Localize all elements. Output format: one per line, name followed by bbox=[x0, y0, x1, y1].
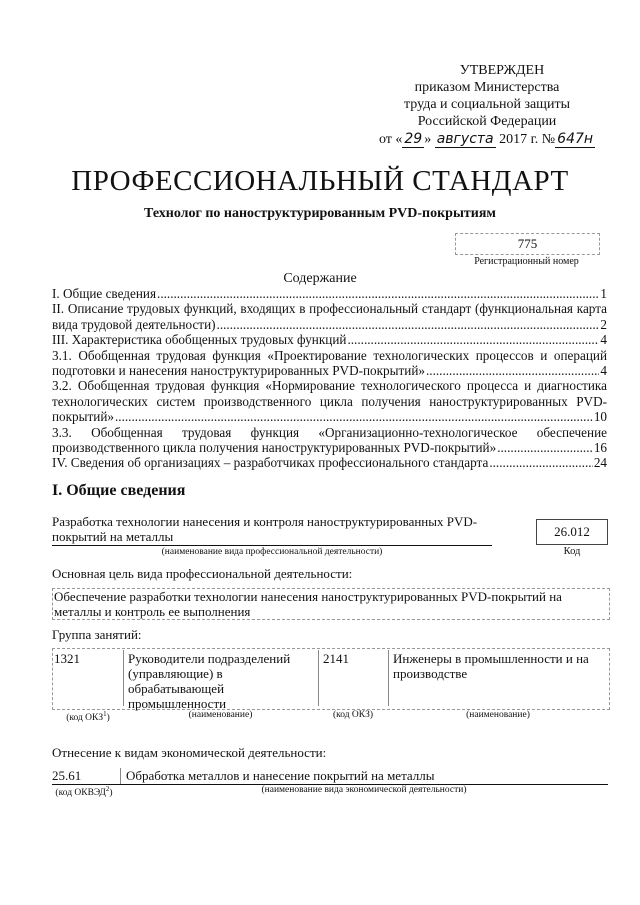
order-number: 647н bbox=[557, 131, 594, 147]
toc-page: 16 bbox=[593, 440, 607, 456]
toc-item[interactable]: 3.1. Обобщенная трудовая функция «Проектирование технологических процессов и операций подготовки и нанесения наноструктурированных PVD-покрытий» ..... 4 bbox=[52, 348, 607, 379]
toc-item[interactable]: III. Характеристика обобщенных трудовых функций ..... 4 bbox=[52, 332, 607, 347]
okved-code: 25.61 bbox=[52, 768, 82, 783]
okz-code-caption: (код ОКЗ) bbox=[332, 710, 374, 720]
toc-item[interactable]: II. Описание трудовых функций, входящих в профессиональный стандарт (функциональная карта вида трудовой деятельности) ..... 2 bbox=[52, 301, 607, 332]
registration-number: 775 bbox=[517, 236, 538, 251]
approval-line-labor: труда и социальной защиты bbox=[404, 97, 570, 112]
date-year: 2017 г. № bbox=[495, 132, 556, 147]
approval-block bbox=[362, 62, 612, 148]
toc-item[interactable]: 3.2. Обобщенная трудовая функция «Нормирование технологического процесса и диагностика технологических систем производственного цикла получения наноструктурированных PVD- покрытий» ..... 10 bbox=[52, 378, 607, 424]
activity-name: Разработка технологии нанесения и контроля наноструктурированных PVD- покрытий на металлы bbox=[52, 514, 478, 544]
okz-code-caption: (код ОКЗ$^1$) bbox=[66, 710, 110, 724]
section-heading: I. Общие сведения bbox=[52, 482, 186, 499]
name-caption: (наименование) bbox=[188, 710, 253, 720]
toc-item[interactable]: 3.3. Обобщенная трудовая функция «Организационно-технологическое обеспечение производственного цикла получения наноструктурированных PVD-покрытий» ..... 16 bbox=[52, 425, 607, 456]
date-prefix: от « bbox=[378, 132, 403, 147]
activity-underline bbox=[52, 545, 492, 546]
toc-page: 4 bbox=[600, 363, 607, 379]
approval-date-line bbox=[362, 131, 612, 148]
registration-number-box bbox=[455, 233, 600, 255]
goal-text: Обеспечение разработки технологии нанесения наноструктурированных PVD-покрытий на металлы и контроль ее выполнения bbox=[54, 589, 562, 619]
okved-name-caption: (наименование вида экономической деятельности) bbox=[261, 785, 467, 795]
toc-page: 4 bbox=[600, 332, 607, 348]
table-of-contents bbox=[52, 286, 607, 471]
date-month: августа bbox=[436, 131, 494, 147]
toc-heading: Содержание bbox=[283, 271, 357, 286]
approval-title: УТВЕРЖДЕН bbox=[459, 63, 545, 78]
activity-code: 26.012 bbox=[554, 524, 590, 539]
goal-label: Основная цель вида профессиональной деятельности: bbox=[52, 566, 353, 581]
okved-code-caption: (код ОКВЭД$^2$) bbox=[55, 785, 113, 799]
activity-code-box bbox=[536, 519, 608, 545]
toc-item[interactable]: I. Общие сведения ..... 1 bbox=[52, 286, 607, 301]
toc-page: 1 bbox=[600, 286, 607, 301]
date-day: 29 bbox=[404, 131, 423, 147]
date-mid: » bbox=[424, 132, 435, 147]
group-code: 2141 bbox=[323, 651, 349, 666]
toc-page: 24 bbox=[593, 455, 607, 471]
toc-item[interactable]: IV. Сведения об организациях – разработчиках профессионального стандарта ..... 24 bbox=[52, 455, 607, 470]
okved-name: Обработка металлов и нанесение покрытий на металлы bbox=[126, 768, 435, 783]
group-label: Группа занятий: bbox=[52, 627, 142, 642]
group-name: Инженеры в промышленности и на производстве bbox=[393, 651, 589, 681]
approval-line-federation: Российской Федерации bbox=[417, 114, 557, 129]
activity-caption: (наименование вида профессиональной деятельности) bbox=[161, 547, 383, 557]
group-name: Руководители подразделений (управляющие) в обрабатывающей промышленности bbox=[128, 651, 291, 711]
approval-line-ministry: приказом Министерства bbox=[414, 80, 560, 95]
econ-label: Отнесение к видам экономической деятельности: bbox=[52, 745, 327, 760]
code-caption: Код bbox=[563, 546, 581, 557]
page-title: ПРОФЕССИОНАЛЬНЫЙ СТАНДАРТ bbox=[71, 165, 569, 197]
registration-label: Регистрационный номер bbox=[474, 256, 579, 267]
group-code: 1321 bbox=[54, 651, 80, 666]
toc-page: 10 bbox=[593, 409, 607, 425]
toc-page: 2 bbox=[600, 316, 607, 332]
standard-subtitle: Технолог по наноструктурированным PVD-покрытиям bbox=[144, 206, 496, 221]
name-caption: (наименование) bbox=[466, 710, 530, 720]
